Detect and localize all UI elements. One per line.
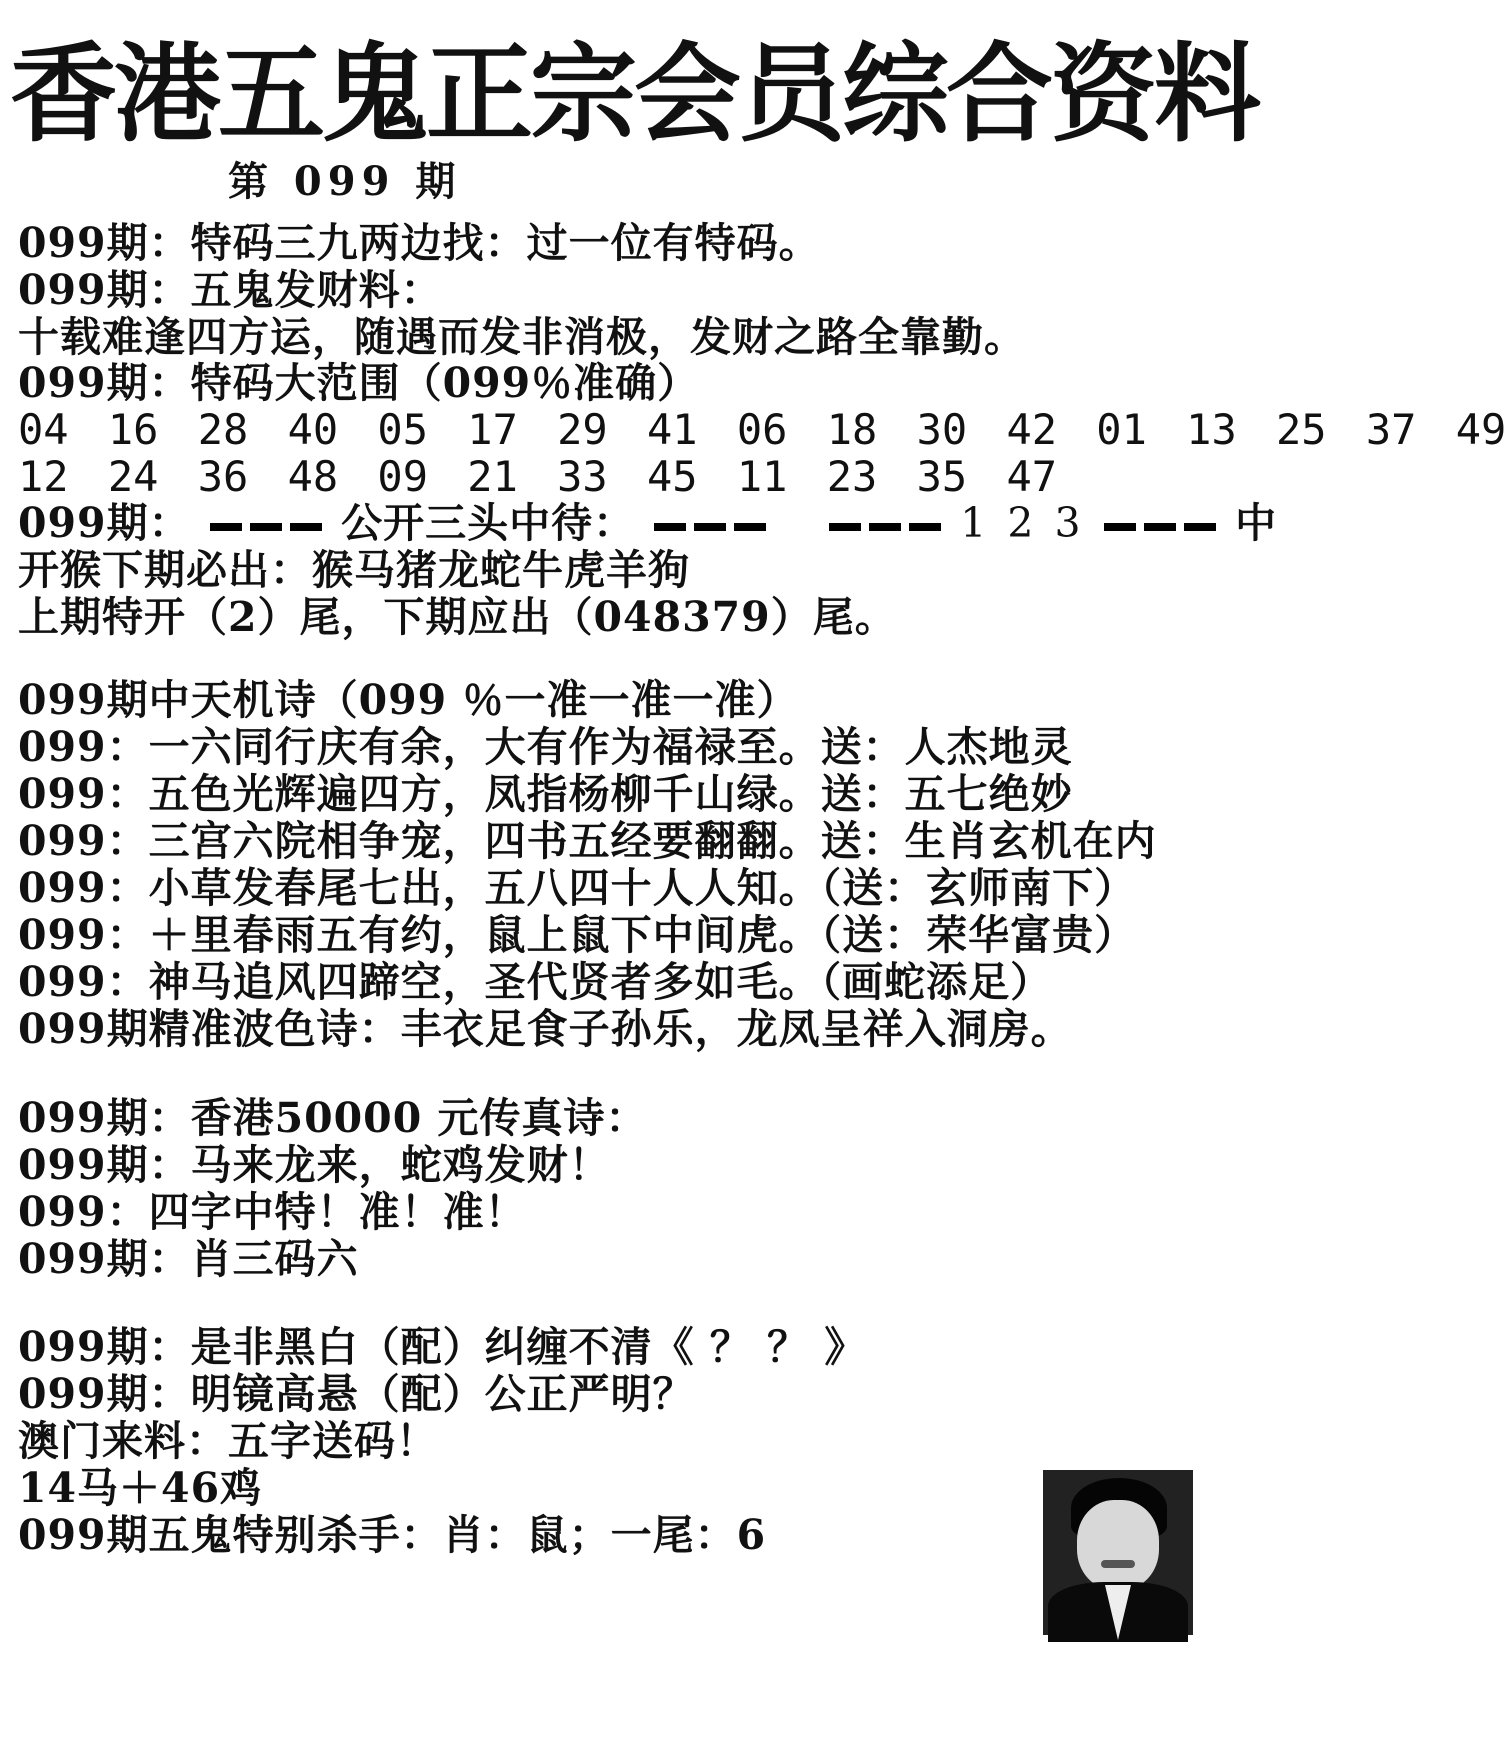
text-line: 099期：香港50000 元传真诗：	[18, 1094, 648, 1142]
text-segment: 公开三头中待：	[341, 499, 636, 547]
redaction-bar	[250, 523, 282, 531]
redaction-bar	[290, 523, 322, 531]
text-line: 099期：特码三九两边找：过一位有特码。	[18, 219, 821, 267]
text-line: 099期：是非黑白（配）纠缠不清《 ？ ？ 》	[18, 1323, 867, 1371]
text-line: 099期五鬼特别杀手：肖：鼠；一尾：6	[18, 1511, 767, 1559]
poem-line: 099：小草发春尾七出，五八四十人人知。（送：玄师南下）	[18, 864, 1137, 912]
poem-heading: 099期中天机诗（099 ％一准一准一准）	[18, 676, 799, 724]
text-line: 099期：特码大范围（099％准确）	[18, 359, 700, 407]
redaction-bar	[694, 523, 726, 531]
poem-line: 099：神马追风四蹄空，圣代贤者多如毛。（画蛇添足）	[18, 958, 1053, 1006]
redaction-bar	[734, 523, 766, 531]
number-line: 04 16 28 40 05 17 29 41 06 18 30 42 01 13 25 37 49	[18, 405, 1506, 454]
poem-line: 099：一六同行庆有余，大有作为福禄至。送：人杰地灵	[18, 723, 1073, 771]
text-segment: 099期：	[18, 499, 191, 547]
poem-line: 099：三宫六院相争宠，四书五经要翻翻。送：生肖玄机在内	[18, 817, 1157, 865]
redaction-bar	[210, 523, 242, 531]
redaction-bar	[1104, 523, 1136, 531]
text-line: 099期：马来龙来，蛇鸡发财！	[18, 1141, 611, 1189]
text-line: 上期特开（2）尾，下期应出（048379）尾。	[18, 593, 897, 641]
portrait-photo	[1043, 1470, 1193, 1635]
text-line: 开猴下期必出：猴马猪龙蛇牛虎羊狗	[18, 546, 690, 594]
issue-number: 第 099 期	[228, 158, 462, 205]
text-segment: 中	[1235, 499, 1278, 547]
page-title: 香港五鬼正宗会员综合资料	[10, 33, 1259, 157]
text-line: 099期：明镜高悬（配）公正严明？	[18, 1370, 695, 1418]
redaction-bar	[829, 523, 861, 531]
number-line: 12 24 36 48 09 21 33 45 11 23 35 47	[18, 452, 1058, 501]
redaction-bar	[869, 523, 901, 531]
redaction-bar	[1184, 523, 1216, 531]
text-segment: 1 2 3	[960, 499, 1085, 547]
poem-line: 099：＋里春雨五有约，鼠上鼠下中间虎。（送：荣华富贵）	[18, 911, 1137, 959]
poem-line: 099：五色光辉遍四方，凤指杨柳千山绿。送：五七绝妙	[18, 770, 1073, 818]
text-line-three-heads	[18, 498, 1277, 548]
redaction-bar	[654, 523, 686, 531]
text-line: 099期：肖三码六	[18, 1235, 359, 1283]
text-line: 十载难逢四方运，随遇而发非消极，发财之路全靠勤。	[18, 313, 1026, 361]
text-line: 099：四字中特！准！准！	[18, 1188, 527, 1236]
redaction-bar	[1144, 523, 1176, 531]
redaction-bar	[909, 523, 941, 531]
text-line: 澳门来料：五字送码！	[18, 1417, 438, 1465]
poem-line: 099期精准波色诗：丰衣足食子孙乐，龙凤呈祥入洞房。	[18, 1005, 1073, 1053]
text-line: 099期：五鬼发财料：	[18, 266, 443, 314]
text-line: 14马＋46鸡	[18, 1464, 263, 1512]
